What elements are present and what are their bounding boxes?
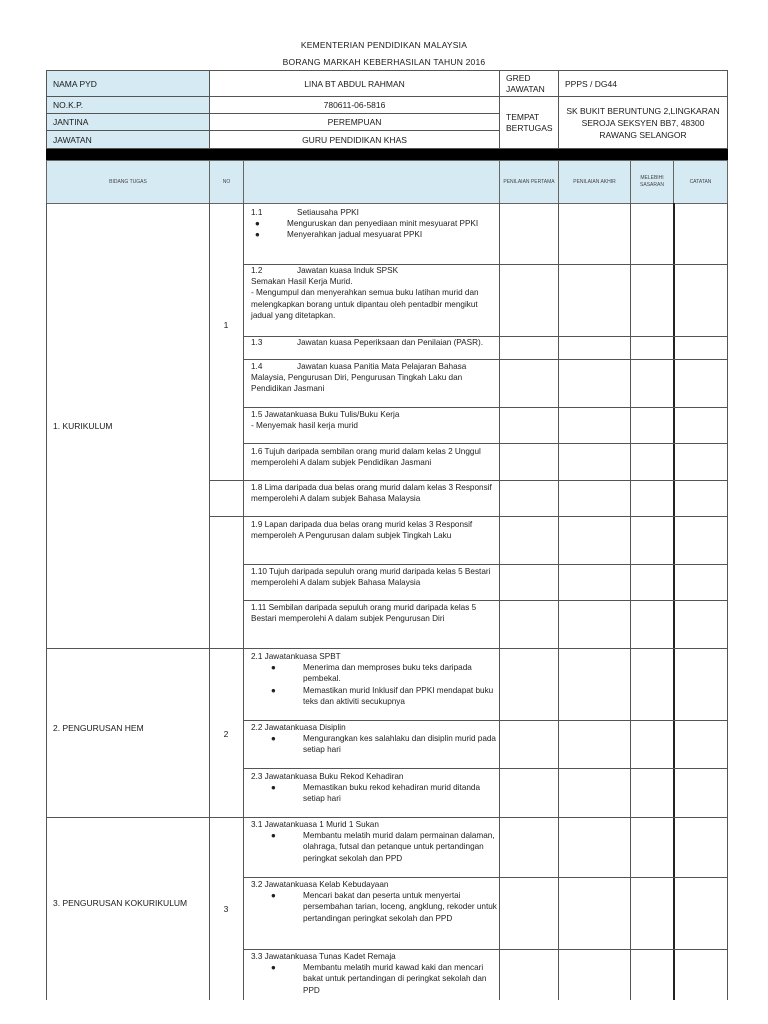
- task-1-4: 1.4 Jawatan kuasa Panitia Mata Pelajaran Bahasa Malaysia, Pengurusan Diri, Pengurusan Tingkah Laku dan Pendidikan Jasmani: [251, 362, 467, 394]
- document-subtitle: BORANG MARKAH KEBERHASILAN TAHUN 2016: [282, 57, 486, 67]
- divider-bar: [46, 149, 728, 160]
- document-title: KEMENTERIAN PENDIDIKAN MALAYSIA: [300, 40, 468, 50]
- section-kokurikulum-label: 3. PENGURUSAN KOKURIKULUM: [53, 898, 188, 908]
- task-1-9: 1.9 Lapan daripada dua belas orang murid kelas 3 Responsif memperoleh A Pengurusan dalam subjek Tingkah Laku: [251, 520, 473, 541]
- nama-label: NAMA PYD: [46, 70, 210, 97]
- section-kurikulum-label: 1. KURIKULUM: [53, 421, 113, 431]
- jantina-label: JANTINA: [46, 113, 210, 131]
- gred-value: PPPS / DG44: [558, 70, 728, 97]
- nokp-value: 780611-06-5816: [209, 96, 500, 114]
- jantina-value: PEREMPUAN: [209, 113, 500, 131]
- section-kokurikulum-no: 3: [223, 904, 229, 914]
- nokp-label: NO.K.P.: [46, 96, 210, 114]
- task-1-5: 1.5 Jawatankuasa Buku Tulis/Buku Kerja - Menyemak hasil kerja murid: [251, 410, 400, 431]
- tempat-value: SK BUKIT BERUNTUNG 2,LINGKARAN SEROJA SEKSYEN BB7, 48300 RAWANG SELANGOR: [558, 96, 728, 149]
- task-1-6: 1.6 Tujuh daripada sembilan orang murid dalam kelas 2 Unggul memperolehi A dalam subjek Pendidikan Jasmani: [251, 447, 481, 468]
- task-3-1: 3.1 Jawatankuasa 1 Murid 1 Sukan ● Membantu melatih murid dalam permainan dalaman, olahraga, futsal dan petanque untuk pertandingan peringkat sekolah dan PPD: [251, 820, 495, 863]
- tempat-label: TEMPAT BERTUGAS: [499, 96, 559, 149]
- header-akhir: PENILAIAN AKHIR: [558, 160, 631, 204]
- task-1-10: 1.10 Tujuh daripada sepuluh orang murid daripada kelas 5 Bestari memperolehi A dalam subjek Bahasa Malaysia: [251, 567, 491, 588]
- header-melebihi: MELEBIHI SASARAN: [630, 160, 674, 204]
- header-no: NO: [209, 160, 244, 204]
- task-1-2: 1.2 Jawatan kuasa Induk SPSK Semakan Hasil Kerja Murid. - Mengumpul dan menyerahkan semua buku latihan murid dan melengkapkan borang untuk dipantau oleh pentadbir mengikut jadual yang ditetapkan.: [251, 266, 479, 320]
- task-1-8: 1.8 Lima daripada dua belas orang murid dalam kelas 3 Responsif memperolehi A dalam subjek Bahasa Malaysia: [251, 483, 492, 504]
- gred-label: GRED JAWATAN: [499, 70, 559, 97]
- header-catatan: CATATAN: [673, 160, 728, 204]
- task-3-2: 3.2 Jawatankuasa Kelab Kebudayaan ● Mencari bakat dan peserta untuk menyertai persembahan tarian, loceng, angklung, rekoder untuk pertandingan peringkat sekolah dan PPD: [251, 880, 497, 923]
- header-task: [243, 160, 500, 204]
- header-pertama: PENILAIAN PERTAMA: [499, 160, 559, 204]
- task-2-2: 2.2 Jawatankuasa Disiplin ● Mengurangkan kes salahlaku dan disiplin murid pada setiap hari: [251, 723, 496, 755]
- section-kurikulum-no: 1: [223, 320, 229, 330]
- task-2-1: 2.1 Jawatankuasa SPBT ● Menerima dan memproses buku teks daripada pembekal. ● Memastikan murid Inklusif dan PPKI mendapat buku teks dan aktiviti secukupnya: [251, 652, 494, 706]
- task-1-11: 1.11 Sembilan daripada sepuluh orang murid daripada kelas 5 Bestari memperolehi A dalam subjek Pengurusan Diri: [251, 603, 477, 624]
- task-1-1: 1.1 Setiausaha PPKI ● Menguruskan dan penyediaan minit mesyuarat PPKI ● Menyerahkan jadual mesyuarat PPKI: [251, 208, 479, 240]
- task-1-3: 1.3 Jawatan kuasa Peperiksaan dan Penilaian (PASR).: [251, 338, 483, 347]
- section-hem-label: 2. PENGURUSAN HEM: [53, 723, 144, 733]
- jawatan-label: JAWATAN: [46, 130, 210, 149]
- nama-value: LINA BT ABDUL RAHMAN: [209, 70, 500, 97]
- task-3-3: 3.3 Jawatankuasa Tunas Kadet Remaja ● Membantu melatih murid kawad kaki dan mencari bakat untuk pertandingan di peringkat sekolah dan PPD: [251, 952, 487, 995]
- header-bidang: BIDANG TUGAS: [46, 160, 210, 204]
- task-2-3: 2.3 Jawatankuasa Buku Rekod Kehadiran ● Memastikan buku rekod kehadiran murid ditanda setiap hari: [251, 772, 481, 804]
- jawatan-value: GURU PENDIDIKAN KHAS: [209, 130, 500, 149]
- section-hem-no: 2: [223, 729, 229, 739]
